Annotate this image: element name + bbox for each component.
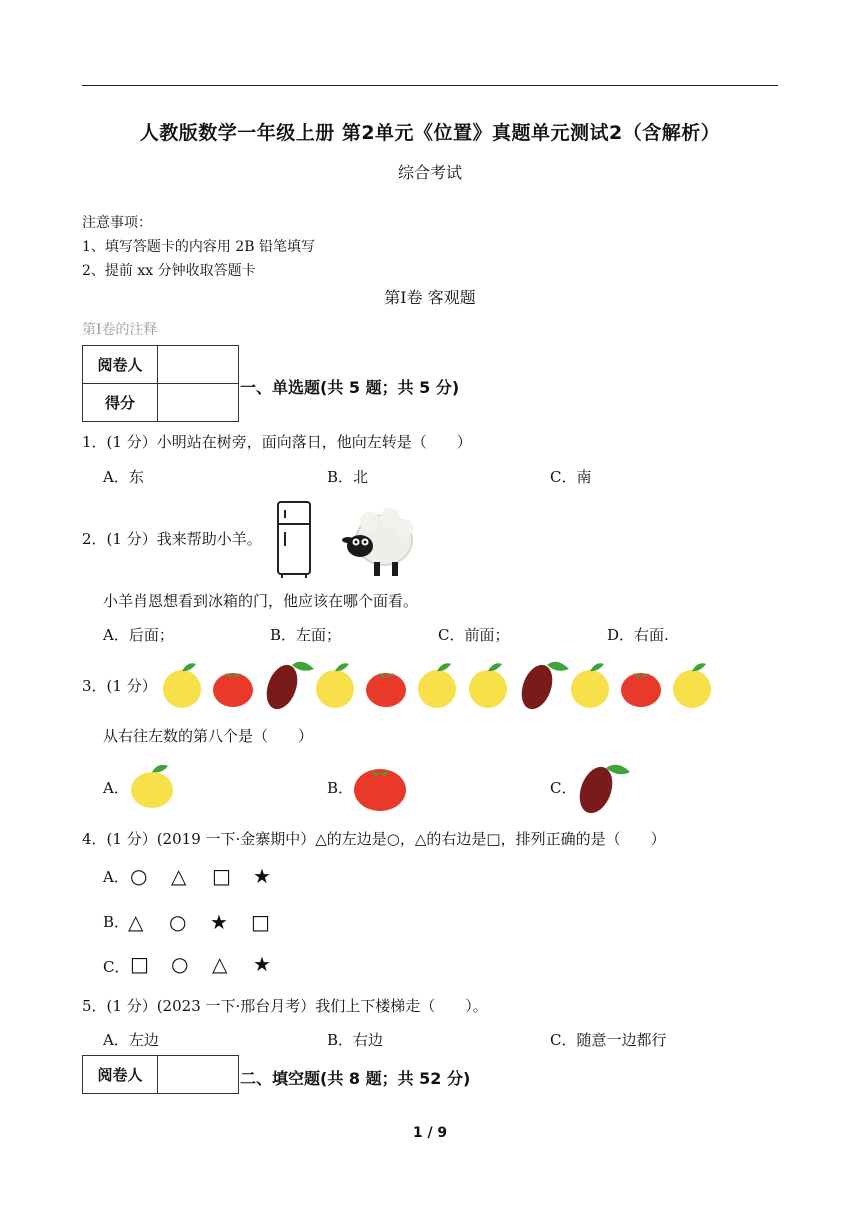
- q3-option-a[interactable]: A．: [103, 779, 129, 797]
- score-table-2: [82, 1055, 239, 1094]
- apple-icon: [673, 663, 711, 708]
- q4-b-shape-2: ○: [169, 910, 187, 934]
- q2-option-b[interactable]: B．左面；: [270, 626, 342, 644]
- reviewer-cell-2[interactable]: [158, 1056, 239, 1094]
- notes-item-2: 2、提前 xx 分钟收取答题卡: [82, 263, 256, 279]
- q4-c-shape-4: ★: [253, 952, 271, 976]
- q2-option-a[interactable]: A．后面；: [103, 626, 174, 644]
- apple-icon: [128, 760, 176, 810]
- fruit-row: [160, 657, 730, 713]
- date-icon: [516, 661, 569, 714]
- document-subtitle: 综合考试: [397, 163, 462, 182]
- notes-item-1: 1、填写答题卡的内容用 2B 铅笔填写: [82, 239, 316, 255]
- q4-option-b[interactable]: B．: [103, 913, 130, 931]
- q4-c-shape-2: ○: [171, 952, 189, 976]
- q3-line2: 从右往左数的第八个是（ ）: [103, 727, 314, 745]
- tomato-icon: [352, 760, 408, 812]
- date-icon: [261, 661, 314, 714]
- q1-option-b[interactable]: B．北: [327, 468, 369, 486]
- q4-option-a[interactable]: A．: [103, 868, 129, 886]
- document-title: 人教版数学一年级上册 第2单元《位置》真题单元测试2（含解析）: [139, 122, 721, 144]
- q4-c-shape-1: □: [130, 952, 149, 976]
- q4-stem: 4．(1 分）(2019 一下·金寨期中）△的左边是○，△的右边是□，排列正确的是（ ）: [82, 830, 666, 848]
- apple-icon: [418, 663, 456, 708]
- q4-a-shape-1: ○: [130, 864, 148, 888]
- apple-icon: [316, 663, 354, 708]
- q4-a-shape-3: □: [212, 864, 231, 888]
- q2-stem: 2．(1 分）我来帮助小羊。: [82, 530, 262, 548]
- q5-stem: 5．(1 分）(2023 一下·邢台月考）我们上下楼梯走（ ）。: [82, 997, 488, 1015]
- q4-b-shape-3: ★: [210, 910, 228, 934]
- q2-option-d[interactable]: D．右面.: [607, 626, 669, 644]
- q3-stem: 3．(1 分）: [82, 677, 157, 695]
- q5-option-b[interactable]: B．右边: [327, 1031, 384, 1049]
- q1-option-a[interactable]: A．东: [103, 468, 144, 486]
- score-label: 得分: [83, 384, 158, 422]
- q2-line2: 小羊肖恩想看到冰箱的门，他应该在哪个面看。: [103, 592, 419, 610]
- q1-stem: 1．(1 分）小明站在树旁，面向落日，他向左转是（ ）: [82, 433, 472, 451]
- q5-option-c[interactable]: C．随意一边都行: [550, 1031, 667, 1049]
- score-table-1: [82, 345, 239, 422]
- q3-option-c[interactable]: C．: [550, 779, 577, 797]
- section-comment: 第Ⅰ卷的注释: [82, 322, 158, 338]
- tomato-icon: [621, 673, 661, 707]
- q4-a-shape-2: △: [171, 864, 187, 888]
- q2-option-c[interactable]: C．前面；: [438, 626, 510, 644]
- sheep-icon: [340, 510, 416, 580]
- q4-option-c[interactable]: C．: [103, 958, 130, 976]
- tomato-icon: [366, 673, 406, 707]
- q5-option-a[interactable]: A．左边: [103, 1031, 159, 1049]
- q1-option-c[interactable]: C．南: [550, 468, 592, 486]
- q4-c-shape-3: △: [212, 952, 228, 976]
- apple-icon: [469, 663, 507, 708]
- date-fruit-icon: [574, 760, 634, 816]
- q4-b-shape-4: □: [251, 910, 270, 934]
- apple-icon: [571, 663, 609, 708]
- q4-a-shape-4: ★: [253, 864, 271, 888]
- fridge-icon: [276, 500, 314, 576]
- reviewer-cell[interactable]: [158, 346, 239, 384]
- part1-heading: 一、单选题(共 5 题；共 5 分): [240, 378, 460, 397]
- notes-heading: 注意事项：: [82, 215, 152, 231]
- q3-option-b[interactable]: B．: [327, 779, 354, 797]
- part2-heading: 二、填空题(共 8 题；共 52 分): [240, 1069, 471, 1088]
- top-rule: [82, 85, 778, 86]
- page-number: 1 / 9: [412, 1125, 448, 1141]
- reviewer-label: 阅卷人: [83, 346, 158, 384]
- apple-icon: [163, 663, 201, 708]
- score-cell[interactable]: [158, 384, 239, 422]
- section-title: 第Ⅰ卷 客观题: [384, 288, 476, 307]
- tomato-icon: [213, 673, 253, 707]
- reviewer-label-2: 阅卷人: [83, 1056, 158, 1094]
- q4-b-shape-1: △: [128, 910, 144, 934]
